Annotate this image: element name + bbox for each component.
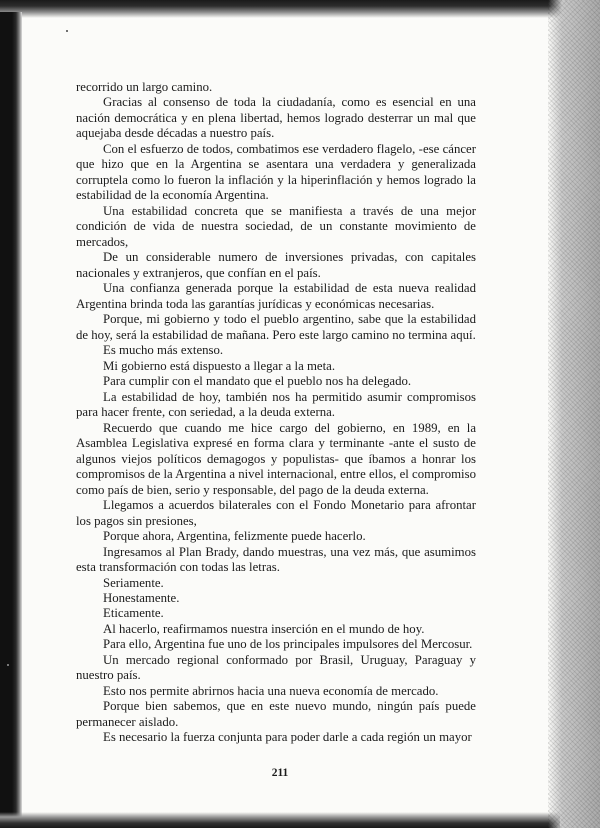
paragraph: Una estabilidad concreta que se manifiesta a través de una mejor condición de vida de nuestra sociedad, de un constante movimiento de mercados, bbox=[76, 203, 476, 249]
body-text bbox=[76, 80, 476, 746]
paragraph: Llegamos a acuerdos bilaterales con el Fondo Monetario para afrontar los pagos sin presiones, bbox=[76, 498, 476, 528]
page-number: 211 bbox=[271, 767, 289, 779]
paragraph: Con el esfuerzo de todos, combatimos ese verdadero flagelo, -ese cáncer que hizo que en la Argentina se asentara una verdadera y generalizada corruptela como lo fueron la inflación y la hiperinflación y hemos logrado la estabilidad de la economía Argentina. bbox=[76, 141, 476, 203]
dust-speck bbox=[66, 30, 68, 32]
paragraph: Porque, mi gobierno y todo el pueblo argentino, sabe que la estabilidad de hoy, será la estabilidad de mañana. Pero este largo camino no termina aquí. bbox=[76, 312, 476, 342]
paragraph: Porque ahora, Argentina, felizmente puede hacerlo. bbox=[103, 529, 366, 544]
paragraph: Al hacerlo, reafirmamos nuestra inserción en el mundo de hoy. bbox=[103, 621, 425, 636]
dust-speck bbox=[7, 664, 9, 666]
paragraph: Honestamente. bbox=[103, 590, 180, 605]
paragraph: Gracias al consenso de toda la ciudadanía, como es esencial en una nación democrática y en plena libertad, hemos logrado desterrar un mal que aquejaba desde décadas a nuestro país. bbox=[76, 95, 476, 141]
paragraph: Recuerdo que cuando me hice cargo del gobierno, en 1989, en la Asamblea Legislativa expresé en forma clara y terminante -ante el susto de algunos viejos políticos demagogos y populistas- que íbamos a honrar los compromisos de la Argentina a nivel internacional, entre ellos, el compromiso como país de bien, serio y responsable, del pago de la deuda externa. bbox=[76, 420, 476, 497]
scan-top-edge bbox=[0, 0, 600, 18]
paragraph: Seriamente. bbox=[103, 575, 164, 590]
paragraph: Un mercado regional conformado por Brasil, Uruguay, Paraguay y nuestro país. bbox=[76, 652, 476, 683]
paragraph: De un considerable numero de inversiones privadas, con capitales nacionales y extranjeros, que confían en el país. bbox=[76, 250, 476, 280]
paragraph: Porque bien sabemos, que en este nuevo mundo, ningún país puede permanecer aislado. bbox=[76, 699, 476, 729]
book-binding-edge bbox=[0, 12, 22, 820]
paragraph: Mi gobierno está dispuesto a llegar a la meta. bbox=[103, 358, 336, 373]
paragraph: Es mucho más extenso. bbox=[103, 343, 224, 358]
paragraph: Para ello, Argentina fue uno de los principales impulsores del Mercosur. bbox=[103, 637, 473, 652]
scan-bottom-edge bbox=[0, 812, 560, 828]
paragraph: La estabilidad de hoy, también nos ha permitido asumir compromisos para hacer frente, con seriedad, a la deuda externa. bbox=[76, 389, 476, 420]
paragraph: recorrido un largo camino. bbox=[76, 80, 213, 94]
scan-right-shadow bbox=[548, 0, 600, 828]
paragraph: Para cumplir con el mandato que el pueblo nos ha delegado. bbox=[103, 374, 412, 389]
paragraph: Eticamente. bbox=[103, 606, 164, 621]
paragraph: Esto nos permite abrirnos hacia una nueva economía de mercado. bbox=[103, 683, 439, 698]
paragraph: Ingresamos al Plan Brady, dando muestras, una vez más, que asumimos esta transformación con todas las letras. bbox=[76, 544, 476, 575]
paragraph: Es necesario la fuerza conjunta para poder darle a cada región un mayor bbox=[103, 730, 472, 745]
paragraph: Una confianza generada porque la estabilidad de esta nueva realidad Argentina brinda toda las garantías jurídicas y económicas necesarias. bbox=[76, 281, 476, 311]
